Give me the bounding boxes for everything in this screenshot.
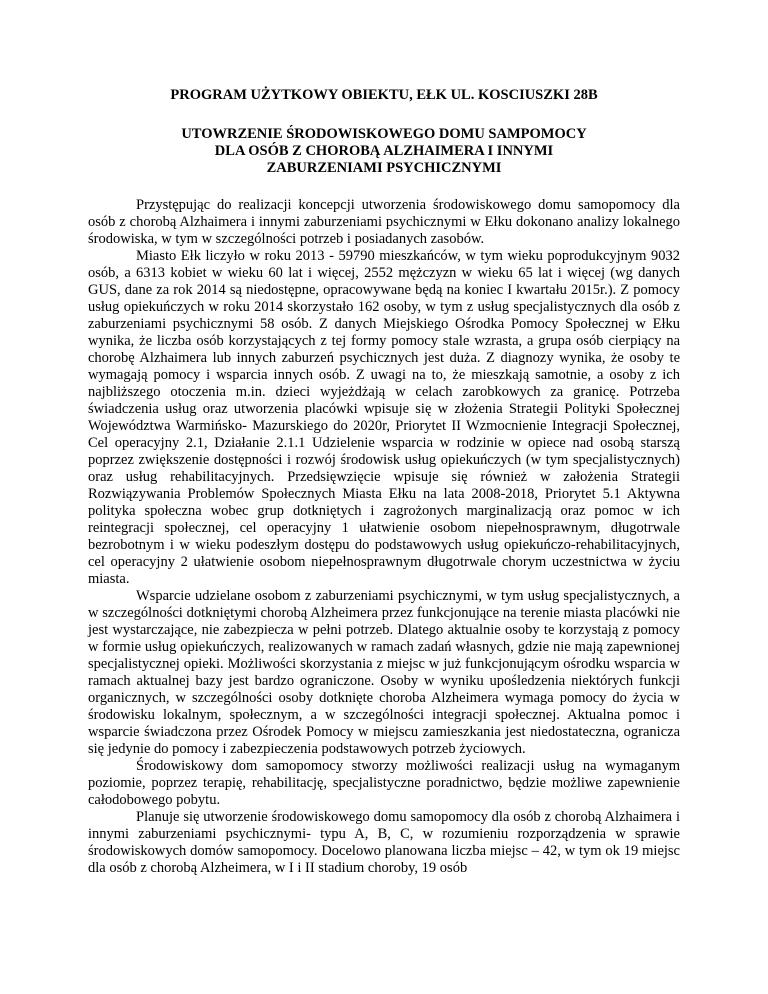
document-body [88, 197, 680, 877]
paragraph-support: Wsparcie udzielane osobom z zaburzeniami psychicznymi, w tym usług specjalistycznych, a w szczególności dotkniętymi chorobą Alzheimera przez funkcjonujące na terenie miasta placówki nie jest wystarczające, nie zabezpiecza w pełni potrzeb. Dlatego aktualnie osoby te korzystają z pomocy w formie usług opiekuńczych, realizowanych w ramach zadań własnych, gdzie nie mają zapewnionej specjalistycznej opieki. Możliwości skorzystania z miejsc w już funkcjonującym ośrodku wsparcia w ramach aktualnej bazy jest bardzo ograniczone. Osoby w wyniku upośledzenia niektórych funkcji organicznych, w szczególności osoby dotknięte choroba Alzheimera wymaga pomocy do życia w środowisku lokalnym, społecznym, a w szczególności integracji społecznej. Aktualna pomoc i wsparcie świadczona przez Ośrodek Pomocy w miejscu zamieszkania jest niedostateczna, ogranicza się jedynie do pomocy i zabezpieczenia podstawowych potrzeb życiowych. [88, 588, 680, 757]
document-page [88, 87, 680, 877]
subtitle-line-1: UTOWRZENIE ŚRODOWISKOWEGO DOMU SAMPOMOCY [181, 126, 587, 142]
subtitle-line-2: DLA OSÓB Z CHOROBĄ ALZHAIMERA I INNYMI [214, 143, 554, 159]
paragraph-benefits: Środowiskowy dom samopomocy stworzy możliwości realizacji usług na wymaganym poziomie, poprzez terapię, rehabilitację, specjalistyczne poradnictwo, będzie możliwe zapewnienie całodobowego pobytu. [88, 758, 680, 808]
paragraph-plan: Planuje się utworzenie środowiskowego domu samopomocy dla osób z chorobą Alzhaimera i innymi zaburzeniami psychicznymi- typu A, B, C, w rozumieniu rozporządzenia w sprawie środowiskowych domów samopomocy. Docelowo planowana liczba miejsc – 42, w tym ok 19 miejsc dla osób z chorobą Alzheimera, w I i II stadium choroby, 19 osób [88, 809, 680, 876]
paragraph-intro: Przystępując do realizacji koncepcji utworzenia środowiskowego domu samopomocy dla osób z chorobą Alzhaimera i innymi zaburzeniami psychicznymi w Ełku dokonano analizy lokalnego środowiska, w tym w szczególności potrzeb i posiadanych zasobów. [88, 197, 680, 247]
subtitle-line-3: ZABURZENIAMI PSYCHICZNYMI [266, 160, 502, 176]
document-title: PROGRAM UŻYTKOWY OBIEKTU, EŁK UL. KOSCIUSZKI 28B [170, 87, 598, 103]
document-subtitle [88, 126, 680, 177]
paragraph-demographics: Miasto Ełk liczyło w roku 2013 - 59790 mieszkańców, w tym wieku poprodukcyjnym 9032 osób, a 6313 kobiet w wieku 60 lat i więcej, 2552 mężczyzn w wieku 65 lat i więcej (wg danych GUS, dane za rok 2014 są niedostępne, opracowywane będą na koniec I kwartału 2015r.). Z pomocy usług opiekuńczych w roku 2014 skorzystało 162 osoby, w tym z usług specjalistycznych dla osób z zaburzeniami psychicznymi 58 osób. Z danych Miejskiego Ośrodka Pomocy Społecznej w Ełku wynika, że liczba osób korzystających z tej formy pomocy stale wzrasta, a grupa osób cierpiący na chorobę Alzhaimera lub innych zaburzeń psychicznych jest duża. Z diagnozy wynika, że osoby te wymagają pomocy i wsparcia innych osób. Z uwagi na to, że mieszkają samotnie, a osoby z ich najbliższego otoczenia m.in. dzieci wyjeżdżają w celach zarobkowych za granicę. Potrzeba świadczenia usług oraz utworzenia placówki wpisuje się w złożenia Strategii Polityki Społecznej Województwa Warmińsko- Mazurskiego do 2020r, Priorytet II Wzmocnienie Integracji Społecznej, Cel operacyjny 2.1, Działanie 2.1.1 Udzielenie wsparcia w rodzinie w opiece nad osobą starszą poprzez zwiększenie dostępności i rozwój środowisk usług opiekuńczych (w tym specjalistycznych) oraz usług rehabilitacyjnych. Przedsięwzięcie wpisuje się również w założenia Strategii Rozwiązywania Problemów Społecznych Miasta Ełku na lata 2008-2018, Priorytet 5.1 Aktywna polityka społeczna wobec grup dotkniętych i zagrożonych marginalizacją oraz pomoc w ich reintegracji społecznej, cel operacyjny 1 ułatwienie osobom niepełnosprawnym, długotrwale bezrobotnym i w wieku podeszłym dostępu do podstawowych usług opiekuńczo-rehabilitacyjnych, cel operacyjny 2 ułatwienie osobom niepełnosprawnym długotrwale chorym uczestnictwa w życiu miasta. [88, 248, 680, 587]
